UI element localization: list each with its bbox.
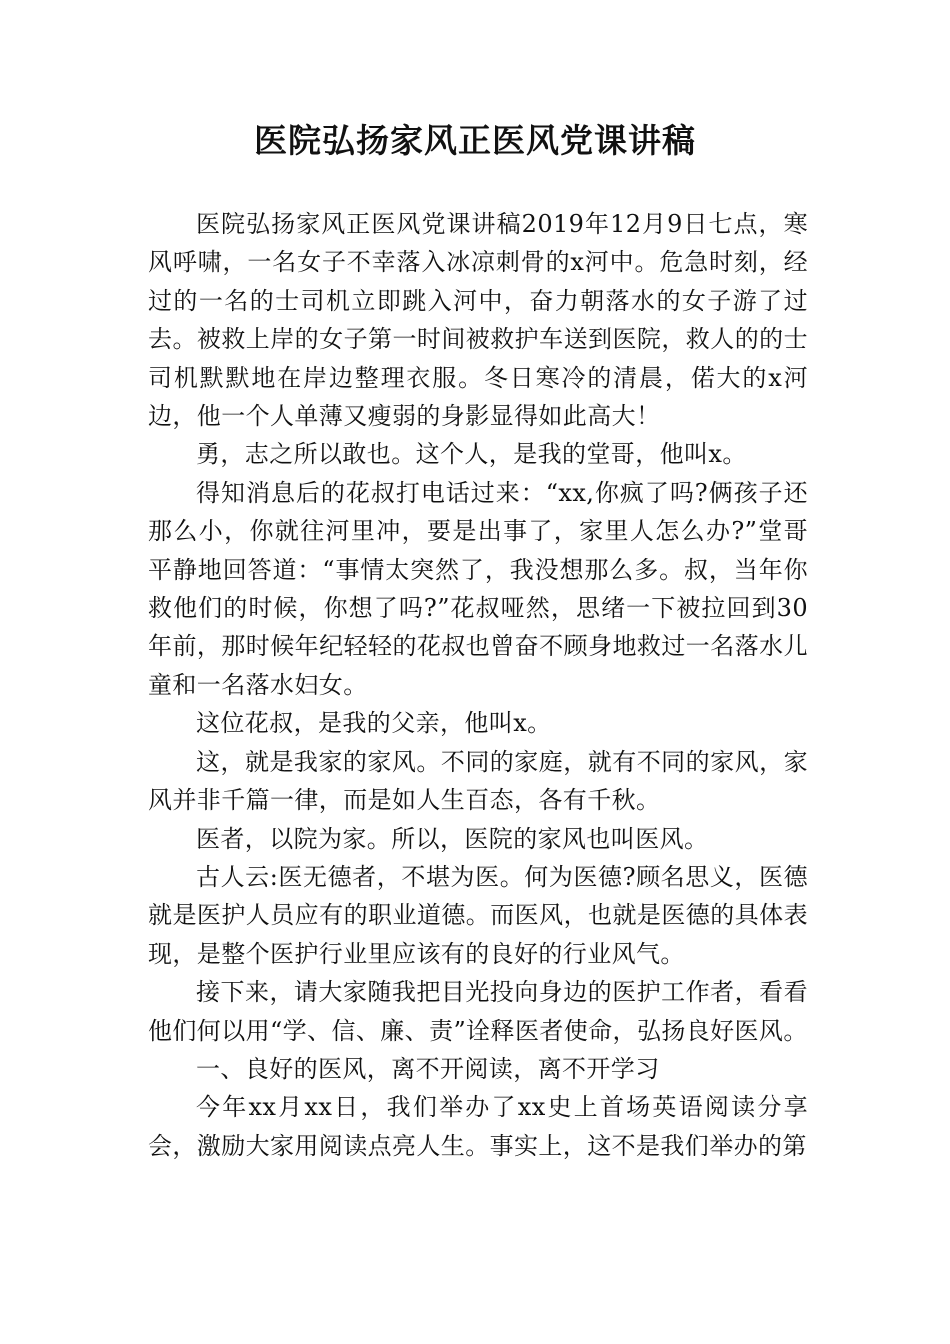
paragraph-father: 这位花叔，是我的父亲，他叫x。 xyxy=(196,709,552,738)
paragraph-phone-call: 得知消息后的花叔打电话过来：“xx,你疯了吗?俩孩子还那么小，你就往河里冲，要是出事了，家里人怎么办?”堂哥平静地回答道：“事情太突然了，我没想那么多。叔，当年你救他们的时候，你想了吗?”花叔哑然，思绪一下被拉回到30年前，那时候年纪轻轻的花叔也曾奋不顾身地救过一名落水儿童和一名落水妇女。 xyxy=(148,478,808,699)
document-title: 医院弘扬家风正医风党课讲稿 xyxy=(254,121,696,160)
paragraph-medical-ethics: 古人云:医无德者，不堪为医。何为医德?顾名思义，医德就是医护人员应有的职业道德。而医风，也就是医德的具体表现，是整个医护行业里应该有的良好的行业风气。 xyxy=(148,862,808,968)
paragraph-courage: 勇，志之所以敢也。这个人，是我的堂哥，他叫x。 xyxy=(196,440,747,469)
paragraph-hospital-home: 医者，以院为家。所以，医院的家风也叫医风。 xyxy=(196,824,709,853)
section-heading-reading: 一、良好的医风，离不开阅读，离不开学习 xyxy=(196,1054,660,1083)
paragraph-reading-event: 今年xx月xx日，我们举办了xx史上首场英语阅读分享会，激励大家用阅读点亮人生。事实上，这不是我们举办的第 xyxy=(148,1093,808,1160)
paragraph-intro: 医院弘扬家风正医风党课讲稿2019年12月9日七点，寒风呼啸，一名女子不幸落入冰凉刺骨的x河中。危急时刻，经过的一名的士司机立即跳入河中，奋力朝落水的女子游了过去。被救上岸的女子第一时间被救护车送到医院，救人的的士司机默默地在岸边整理衣服。冬日寒冷的清晨，偌大的x河边，他一个人单薄又瘦弱的身影显得如此高大！ xyxy=(148,210,808,431)
paragraph-transition: 接下来，请大家随我把目光投向身边的医护工作者，看看他们何以用“学、信、廉、责”诠释医者使命，弘扬良好医风。 xyxy=(148,978,808,1045)
document-body xyxy=(148,205,808,1165)
paragraph-family-tradition: 这，就是我家的家风。不同的家庭，就有不同的家风，家风并非千篇一律，而是如人生百态，各有千秋。 xyxy=(148,747,808,815)
